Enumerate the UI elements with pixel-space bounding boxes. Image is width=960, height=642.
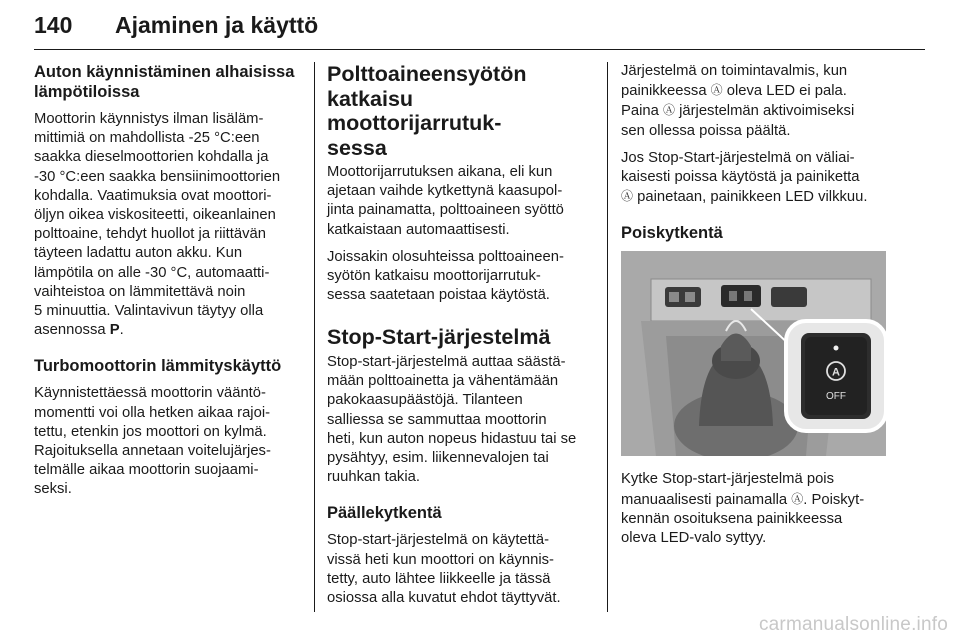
turbo-paragraph: Käynnistettäessä moottorin vääntö- momentti voi olla hetken aikaa rajoi- tettu, etenkin jos moottori on kylmä. Rajoituksella annetaan voitelujärjes- telmälle aikaa moottorin suojaami- seksi. [34, 385, 271, 498]
stop-start-paragraph: Stop-start-järjestelmä auttaa säästä- mään polttoainetta ja vähentämään pakokaasupäästöjä. Tilanteen salliessa se sammuttaa moottorin heti, kun auton nopeus hidastuu tai se pysähtyy, esim. liikennevalojen tai ruuhkan takia. [327, 353, 577, 486]
auto-stop-icon: Ⓐ [662, 103, 675, 118]
page-number: 140 [34, 12, 73, 38]
chapter-title: Ajaminen ja käyttö [115, 12, 319, 38]
button-symbol-text: A [832, 366, 840, 379]
column-3 [621, 62, 926, 556]
disabled-paragraph: Jos Stop-Start-järjestelmä on väliai- kaisesti poissa käytöstä ja painiketta Ⓐ painetaan, painikkeen LED vilkkuu. [621, 149, 868, 206]
enable-heading: Päällekytkentä [327, 504, 442, 523]
auto-stop-icon: Ⓐ [710, 83, 723, 98]
column-2 [327, 62, 593, 616]
center-console-illustration [621, 251, 886, 456]
stop-start-button-small [721, 285, 761, 307]
column-1 [34, 62, 304, 508]
column-divider [314, 62, 315, 612]
fuel-cutoff-heading: Polttoaineensyötön katkaisu moottorijarrutuk- sessa [327, 62, 527, 160]
disable-paragraph: Kytke Stop-start-järjestelmä pois manuaalisesti painamalla Ⓐ. Poiskyt- kennän osoituksena painikkeessa oleva LED-valo syttyy. [621, 471, 865, 547]
auto-stop-icon: Ⓐ [791, 491, 804, 506]
page-header [34, 6, 925, 50]
cold-start-heading: Auton käynnistäminen alhaisissa lämpötiloissa [34, 63, 295, 101]
auto-stop-icon: Ⓐ [621, 189, 634, 204]
column-divider [607, 62, 608, 612]
disable-heading: Poiskytkentä [621, 224, 723, 243]
turbo-heading: Turbomoottorin lämmityskäyttö [34, 357, 282, 376]
console-figure [621, 251, 886, 456]
cold-start-paragraph: Moottorin käynnistys ilman lisäläm- mittimiä on mahdollista -25 °C:een saakka dieselmoottorien kohdalla ja -30 °C:een saakka bensiinimoottorien kohdalla. Vaatimuksia ovat moottori- öljyn oikea viskositeetti, oikeanlainen polttoaine, tehdyt huollot ja riittävän täyteen ladattu auton akku. Kun lämpötila on alle -30 °C, automaatti- vaihteistoa on lämmitettävä noin 5 minuuttia. Valintavivun täytyy olla asennossa P. [34, 111, 281, 339]
button-off-label: OFF [826, 391, 846, 403]
ready-paragraph: Järjestelmä on toimintavalmis, kun painikkeessa Ⓐ oleva LED ei pala. Paina Ⓐ järjestelmän aktivoimiseksi sen ollessa poissa päältä. [621, 63, 855, 139]
gear-position-p: P [109, 322, 120, 339]
led-indicator [834, 346, 839, 351]
enable-paragraph: Stop-start-järjestelmä on käytettä- vissä heti kun moottori on käynnis- tetty, auto lähtee liikkeelle ja tässä osiossa alla kuvatut ehdot täyttyvät. [327, 532, 561, 606]
fuel-cutoff-paragraph-1: Moottorijarrutuksen aikana, eli kun ajetaan vaihde kytkettynä kaasupol- jinta painamatta, polttoaineen syöttö katkaistaan automaattisesti. [327, 164, 564, 238]
watermark: carmanualsonline.info [758, 614, 948, 635]
fuel-cutoff-paragraph-2: Joissakin olosuhteissa polttoaineen- syötön katkaisu moottorijarrutuk- sessa saatetaan poistaa käytöstä. [327, 248, 564, 304]
stop-start-heading: Stop-Start-järjestelmä [327, 325, 551, 350]
